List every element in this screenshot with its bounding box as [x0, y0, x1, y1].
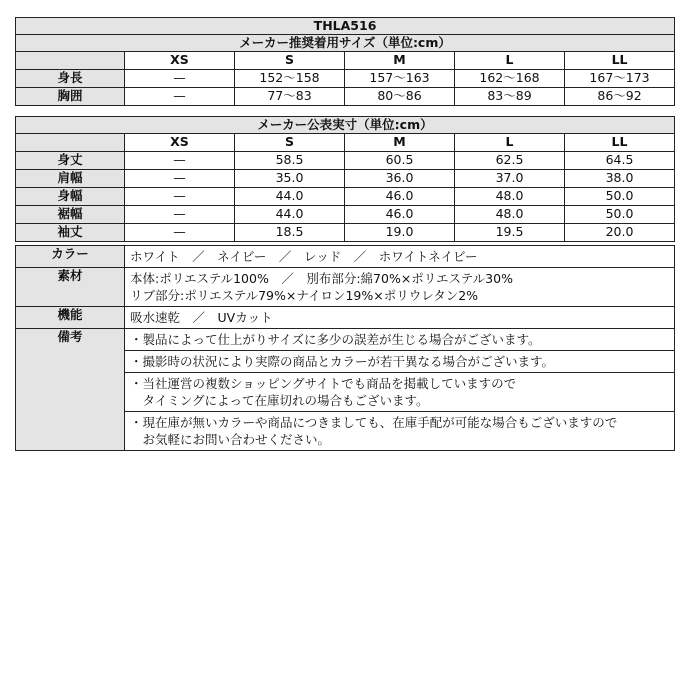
size-header: LL — [565, 52, 675, 70]
size-value: — — [125, 152, 235, 170]
size-value: 35.0 — [235, 170, 345, 188]
size-header: S — [235, 134, 345, 152]
size-value: 58.5 — [235, 152, 345, 170]
size-value: 60.5 — [345, 152, 455, 170]
table-row — [16, 268, 675, 307]
size-value: 46.0 — [345, 206, 455, 224]
note-line: ・製品によって仕上がりサイズに多少の誤差が生じる場合がございます。 — [130, 332, 541, 347]
size-value: 157〜163 — [345, 70, 455, 88]
table-row — [16, 170, 675, 188]
size-value: 18.5 — [235, 224, 345, 242]
row-label: 肩幅 — [16, 170, 125, 188]
actual-size-table — [15, 116, 675, 242]
table-row — [16, 70, 675, 88]
material-line: リブ部分:ポリエステル79%×ナイロン19%×ポリウレタン2% — [130, 288, 479, 303]
table-row — [16, 206, 675, 224]
note-item — [125, 373, 675, 412]
size-header: M — [345, 52, 455, 70]
spec-table — [15, 245, 675, 451]
size-value: — — [125, 88, 235, 106]
size-value: 77〜83 — [235, 88, 345, 106]
material-line: 本体:ポリエステル100% ／ 別布部分:綿70%×ポリエステル30% — [130, 271, 513, 286]
size-value: — — [125, 206, 235, 224]
size-value: 19.5 — [455, 224, 565, 242]
corner-cell — [16, 52, 125, 70]
size-value: 38.0 — [565, 170, 675, 188]
material-value — [125, 268, 675, 307]
size-value: 83〜89 — [455, 88, 565, 106]
model-number: THLA516 — [16, 18, 675, 35]
size-value: 64.5 — [565, 152, 675, 170]
row-label: 袖丈 — [16, 224, 125, 242]
table-row — [16, 246, 675, 268]
size-header: S — [235, 52, 345, 70]
note-line: タイミングによって在庫切れの場合もございます。 — [130, 393, 429, 408]
size-value: 37.0 — [455, 170, 565, 188]
size-value: 62.5 — [455, 152, 565, 170]
material-label: 素材 — [16, 268, 125, 307]
size-value: 152〜158 — [235, 70, 345, 88]
size-header: L — [455, 52, 565, 70]
size-value: 36.0 — [345, 170, 455, 188]
note-item — [125, 329, 675, 351]
recommended-size-title: メーカー推奨着用サイズ（単位:cm） — [16, 35, 675, 52]
size-value: 44.0 — [235, 206, 345, 224]
color-label: カラー — [16, 246, 125, 268]
color-value: ホワイト ／ ネイビー ／ レッド ／ ホワイトネイビー — [125, 246, 675, 268]
size-value: 19.0 — [345, 224, 455, 242]
size-value: 86〜92 — [565, 88, 675, 106]
size-value: — — [125, 224, 235, 242]
size-value: 162〜168 — [455, 70, 565, 88]
recommended-size-table — [15, 17, 675, 106]
table-row — [16, 152, 675, 170]
size-value: 48.0 — [455, 206, 565, 224]
note-item — [125, 412, 675, 451]
note-line: ・現在庫が無いカラーや商品につきましても、在庫手配が可能な場合もございますので — [130, 415, 618, 430]
size-header: XS — [125, 52, 235, 70]
size-value: — — [125, 188, 235, 206]
size-value: 50.0 — [565, 188, 675, 206]
corner-cell — [16, 134, 125, 152]
size-value: 44.0 — [235, 188, 345, 206]
size-value: 48.0 — [455, 188, 565, 206]
table-row — [16, 307, 675, 329]
note-line: ・当社運営の複数ショッピングサイトでも商品を掲載していますので — [130, 376, 517, 391]
size-value: 167〜173 — [565, 70, 675, 88]
size-header: M — [345, 134, 455, 152]
notes-label: 備考 — [16, 329, 125, 451]
function-value: 吸水速乾 ／ UVカット — [125, 307, 675, 329]
row-label: 身長 — [16, 70, 125, 88]
table-row — [16, 88, 675, 106]
row-label: 身丈 — [16, 152, 125, 170]
note-item — [125, 351, 675, 373]
size-value: 46.0 — [345, 188, 455, 206]
size-header: LL — [565, 134, 675, 152]
function-label: 機能 — [16, 307, 125, 329]
size-header: L — [455, 134, 565, 152]
size-value: — — [125, 170, 235, 188]
size-header: XS — [125, 134, 235, 152]
size-value: — — [125, 70, 235, 88]
row-label: 裾幅 — [16, 206, 125, 224]
actual-size-title: メーカー公表実寸（単位:cm） — [16, 117, 675, 134]
table-row — [16, 188, 675, 206]
size-value: 80〜86 — [345, 88, 455, 106]
size-value: 50.0 — [565, 206, 675, 224]
table-row — [16, 224, 675, 242]
row-label: 胸囲 — [16, 88, 125, 106]
note-line: お気軽にお問い合わせください。 — [130, 432, 331, 447]
note-line: ・撮影時の状況により実際の商品とカラーが若干異なる場合がございます。 — [130, 354, 555, 369]
size-value: 20.0 — [565, 224, 675, 242]
row-label: 身幅 — [16, 188, 125, 206]
table-row — [16, 329, 675, 351]
